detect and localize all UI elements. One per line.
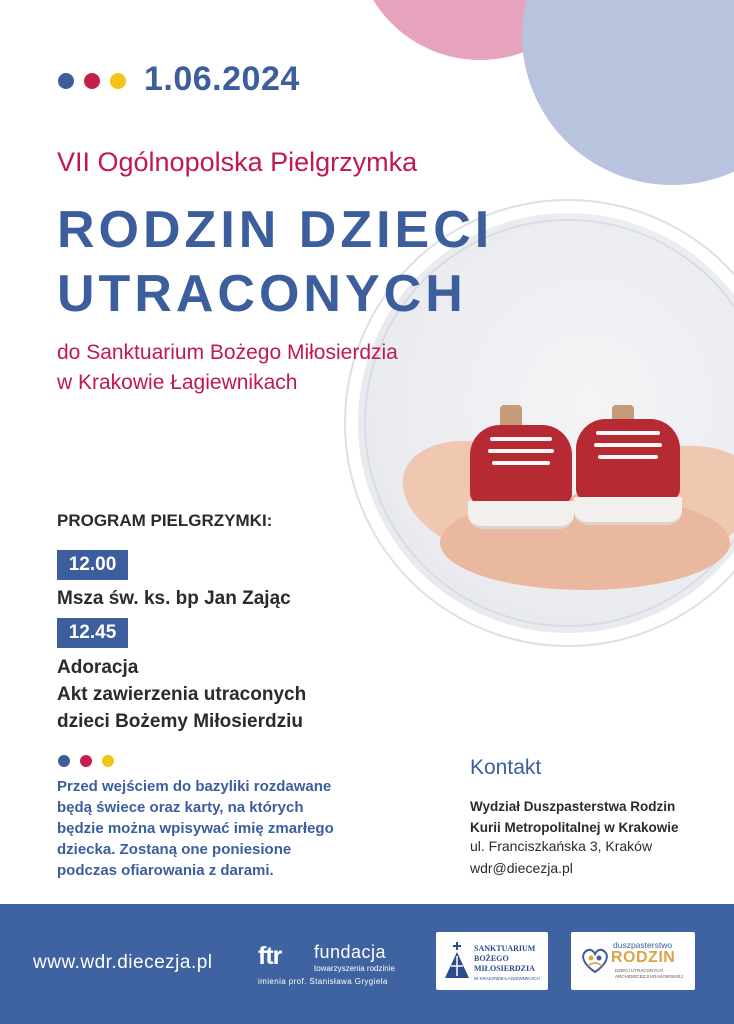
contact-organization xyxy=(470,796,679,838)
blue-dot xyxy=(58,755,70,767)
title-line-2: UTRACONYCH xyxy=(57,265,467,323)
fundacja-patron: imienia prof. Stanisława Grygiela xyxy=(258,977,388,986)
program-heading: PROGRAM PIELGRZYMKI: xyxy=(57,511,273,530)
time-badge: 12.45 xyxy=(57,618,128,648)
program-item xyxy=(57,585,291,612)
decor-blue-circle xyxy=(522,0,734,185)
time-badge: 12.00 xyxy=(57,550,128,580)
color-dots-top xyxy=(58,73,126,89)
duszpasterstwo-label: duszpasterstwo xyxy=(613,940,673,950)
footer-website-link[interactable]: www.wdr.diecezja.pl xyxy=(33,952,213,973)
family-heart-icon xyxy=(579,944,611,976)
fundacja-logo xyxy=(258,942,418,992)
program-item-line: Adoracja xyxy=(57,657,139,678)
program-item-line: Msza św. ks. bp Jan Zając xyxy=(57,588,291,609)
event-subtitle: VII Ogólnopolska Pielgrzymka xyxy=(57,147,418,177)
yellow-dot xyxy=(102,755,114,767)
sanktuarium-emblem-icon xyxy=(442,940,472,980)
title-line-1: RODZIN DZIECI xyxy=(57,201,494,259)
duszpasterstwo-subtitle xyxy=(615,968,683,980)
contact-org-line-2: Kurii Metropolitalnej w Krakowie xyxy=(470,820,679,835)
program-item-line: dzieci Bożemy Miłosierdziu xyxy=(57,711,303,732)
note-line: będzie można wpisywać imię zmarłego xyxy=(57,820,334,837)
place-line-2: w Krakowie Łagiewnikach xyxy=(57,371,298,394)
sanktuarium-line: SANKTUARIUM xyxy=(474,944,536,953)
note-line: będą świece oraz karty, na których xyxy=(57,799,304,816)
red-dot xyxy=(84,73,100,89)
note-line: podczas ofiarowania z darami. xyxy=(57,862,274,879)
sanktuarium-line: BOŻEGO xyxy=(474,954,509,963)
blue-dot xyxy=(58,73,74,89)
sanktuarium-name xyxy=(474,944,535,974)
rodzin-label: RODZIN xyxy=(611,949,676,966)
duszpasterstwo-sub-line: DZIECI UTRACONYCH xyxy=(615,968,663,973)
contact-email[interactable]: wdr@diecezja.pl xyxy=(470,860,573,876)
contact-address: ul. Franciszkańska 3, Kraków xyxy=(470,838,653,854)
contact-heading: Kontakt xyxy=(470,756,542,779)
fundacja-subtitle: towarzyszenia rodzinie xyxy=(314,964,395,973)
note-line: dziecka. Zostaną one poniesione xyxy=(57,841,292,858)
yellow-dot xyxy=(110,73,126,89)
duszpasterstwo-logo xyxy=(571,932,695,990)
event-title xyxy=(57,198,493,326)
note-line: Przed wejściem do bazyliki rozdawane xyxy=(57,778,332,795)
sanktuarium-location: W KRAKOWIE-ŁAGIEWNIKACH xyxy=(474,976,540,981)
program-item xyxy=(57,654,306,735)
event-date: 1.06.2024 xyxy=(144,60,300,98)
duszpasterstwo-sub-line: ARCHIDIECEZJI KRAKOWSKIEJ xyxy=(615,974,683,979)
event-place xyxy=(57,338,398,398)
fundacja-mark: ftr xyxy=(258,942,282,970)
red-dot xyxy=(80,755,92,767)
candle-note xyxy=(57,776,377,881)
contact-org-line-1: Wydział Duszpasterstwa Rodzin xyxy=(470,799,676,814)
place-line-1: do Sanktuarium Bożego Miłosierdzia xyxy=(57,341,398,364)
color-dots-note xyxy=(58,755,114,767)
sanktuarium-line: MIŁOSIERDZIA xyxy=(474,964,535,973)
sanktuarium-logo xyxy=(436,932,548,990)
fundacja-name: fundacja xyxy=(314,942,387,962)
program-item-line: Akt zawierzenia utraconych xyxy=(57,684,307,705)
footer-bar xyxy=(0,904,734,1024)
